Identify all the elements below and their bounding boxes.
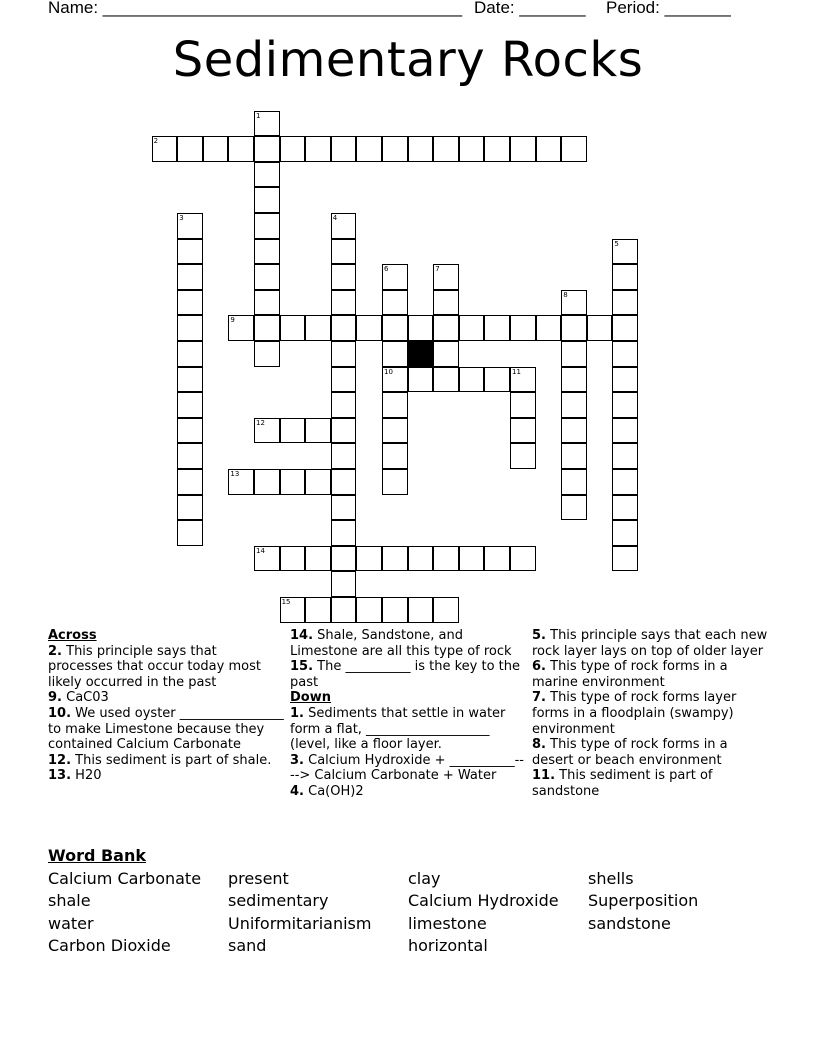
- crossword-cell[interactable]: [177, 239, 203, 265]
- clue-text: This principle says that each new rock layer lays on top of older layer: [532, 628, 768, 659]
- crossword-cell[interactable]: [331, 597, 357, 623]
- cell-number: 4: [332, 214, 338, 222]
- cell-number: 10: [384, 367, 393, 376]
- clue-text: The __________ is the key to the past: [290, 659, 521, 690]
- crossword-cell[interactable]: [331, 443, 357, 469]
- crossword-cell[interactable]: [612, 239, 638, 265]
- crossword-cell[interactable]: [254, 418, 280, 444]
- clue-text: This sediment is part of sandstone: [532, 768, 713, 799]
- crossword-cell[interactable]: [305, 469, 331, 495]
- crossword-cell[interactable]: [433, 341, 459, 367]
- crossword-cell[interactable]: [433, 367, 459, 393]
- crossword-cell[interactable]: [382, 597, 408, 623]
- crossword-cell[interactable]: [356, 597, 382, 623]
- crossword-cell[interactable]: [382, 367, 408, 393]
- word-bank-item: limestone: [408, 914, 487, 933]
- clue-across-12: [48, 753, 284, 769]
- word-bank-item: water: [48, 914, 94, 933]
- crossword-cell[interactable]: [254, 187, 280, 213]
- crossword-cell[interactable]: [280, 597, 306, 623]
- clue-number: 5.: [532, 628, 546, 643]
- clue-across-10: [48, 706, 284, 753]
- word-bank-item: horizontal: [408, 936, 488, 955]
- crossword-cell[interactable]: [612, 546, 638, 572]
- crossword-cell[interactable]: [331, 239, 357, 265]
- clue-number: 9.: [48, 690, 62, 706]
- crossword-cell[interactable]: [561, 495, 587, 521]
- clue-down-11: [532, 768, 768, 799]
- crossword-cell[interactable]: [433, 136, 459, 162]
- crossword-cell[interactable]: [331, 418, 357, 444]
- crossword-cell[interactable]: [177, 392, 203, 418]
- crossword-cell[interactable]: [382, 290, 408, 316]
- crossword-cell[interactable]: [587, 315, 613, 341]
- crossword-cell[interactable]: [484, 367, 510, 393]
- crossword-cell[interactable]: [356, 546, 382, 572]
- crossword-cell[interactable]: [280, 136, 306, 162]
- date-field-label: Date: _______: [474, 0, 586, 17]
- crossword-cell[interactable]: [203, 136, 229, 162]
- clue-number: 7.: [532, 690, 546, 706]
- clue-text: H20: [75, 768, 102, 784]
- crossword-cell[interactable]: [331, 341, 357, 367]
- cell-number: 1: [256, 111, 261, 120]
- word-bank-item: sandstone: [588, 914, 671, 933]
- black-block: [408, 341, 434, 367]
- crossword-cell[interactable]: [305, 136, 331, 162]
- clue-text: This type of rock forms in a desert or beach environment: [532, 737, 728, 768]
- period-field-label: Period: _______: [606, 0, 731, 17]
- crossword-cell[interactable]: [561, 290, 587, 316]
- cell-number: 13: [230, 470, 240, 478]
- clue-down-6: [532, 659, 768, 690]
- crossword-cell[interactable]: [331, 469, 357, 495]
- crossword-cell[interactable]: [331, 264, 357, 290]
- word-bank-item: sand: [228, 936, 267, 955]
- crossword-cell[interactable]: [459, 136, 485, 162]
- crossword-cell[interactable]: [510, 546, 536, 572]
- crossword-cell[interactable]: [177, 520, 203, 546]
- crossword-cell[interactable]: [177, 315, 203, 341]
- crossword-cell[interactable]: [152, 136, 178, 162]
- crossword-cell[interactable]: [382, 443, 408, 469]
- crossword-cell[interactable]: [305, 315, 331, 341]
- crossword-cell[interactable]: [177, 495, 203, 521]
- word-bank-item: Superposition: [588, 891, 699, 910]
- clue-text: We used oyster ________________ to make Limestone because they contained Calcium Carbonate: [48, 705, 284, 753]
- cell-number: 6: [384, 265, 389, 274]
- clue-down-1: [290, 706, 526, 753]
- crossword-cell[interactable]: [382, 315, 408, 341]
- clue-text: CaC03: [66, 690, 109, 706]
- crossword-cell[interactable]: [561, 392, 587, 418]
- clue-down-7: [532, 690, 768, 737]
- crossword-cell[interactable]: [228, 315, 254, 341]
- crossword-cell[interactable]: [459, 546, 485, 572]
- name-field-label: Name: ______________________________________: [48, 0, 463, 17]
- crossword-cell[interactable]: [408, 367, 434, 393]
- crossword-cell[interactable]: [331, 392, 357, 418]
- cell-number: 15: [281, 598, 291, 606]
- clue-down-3: [290, 753, 526, 784]
- clue-number: 13.: [48, 768, 72, 784]
- crossword-cell[interactable]: [510, 392, 536, 418]
- crossword-cell[interactable]: [356, 136, 382, 162]
- crossword-cell[interactable]: [510, 136, 536, 162]
- crossword-cell[interactable]: [408, 315, 434, 341]
- crossword-cell[interactable]: [177, 418, 203, 444]
- crossword-cell[interactable]: [177, 469, 203, 495]
- crossword-cell[interactable]: [536, 136, 562, 162]
- crossword-cell[interactable]: [382, 546, 408, 572]
- clue-text: Ca(OH)2: [308, 783, 364, 799]
- crossword-cell[interactable]: [254, 162, 280, 188]
- clue-text: This principle says that processes that occur today most likely occurred in the past: [48, 643, 261, 690]
- crossword-cell[interactable]: [331, 520, 357, 546]
- crossword-cell[interactable]: [254, 111, 280, 137]
- crossword-cell[interactable]: [177, 136, 203, 162]
- crossword-cell[interactable]: [382, 392, 408, 418]
- cell-number: 5: [614, 239, 619, 248]
- cell-number: 2: [153, 137, 159, 146]
- crossword-cell[interactable]: [433, 264, 459, 290]
- crossword-cell[interactable]: [433, 315, 459, 341]
- crossword-cell[interactable]: [408, 136, 434, 162]
- cell-number: 14: [256, 546, 265, 555]
- word-bank-item: Uniformitarianism: [228, 914, 372, 933]
- crossword-cell[interactable]: [382, 469, 408, 495]
- crossword-cell[interactable]: [612, 367, 638, 393]
- across-heading: Across: [48, 628, 97, 643]
- crossword-cell[interactable]: [177, 341, 203, 367]
- clue-text: This type of rock forms layer forms in a floodplain (swampy) environment: [532, 690, 737, 737]
- cell-number: 12: [256, 418, 265, 427]
- clues-column-2: [290, 628, 526, 800]
- crossword-cell[interactable]: [510, 367, 536, 393]
- crossword-cell[interactable]: [484, 136, 510, 162]
- crossword-cell[interactable]: [408, 597, 434, 623]
- cell-number: 9: [230, 316, 235, 325]
- crossword-cell[interactable]: [561, 418, 587, 444]
- clue-number: 1.: [290, 705, 304, 721]
- crossword-cell[interactable]: [510, 443, 536, 469]
- crossword-cell[interactable]: [612, 392, 638, 418]
- crossword-cell[interactable]: [433, 546, 459, 572]
- word-bank-item: clay: [408, 869, 441, 888]
- crossword-cell[interactable]: [561, 443, 587, 469]
- crossword-cell[interactable]: [280, 469, 306, 495]
- crossword-cell[interactable]: [177, 213, 203, 239]
- word-bank-item: sedimentary: [228, 891, 329, 910]
- clue-text: Calcium Hydroxide + __________----> Calcium Carbonate + Water: [290, 752, 525, 784]
- crossword-cell[interactable]: [356, 315, 382, 341]
- crossword-cell[interactable]: [254, 315, 280, 341]
- crossword-cell[interactable]: [254, 264, 280, 290]
- crossword-cell[interactable]: [433, 597, 459, 623]
- clue-number: 11.: [532, 768, 556, 784]
- crossword-cell[interactable]: [254, 136, 280, 162]
- crossword-cell[interactable]: [612, 418, 638, 444]
- cell-number: 7: [435, 265, 440, 274]
- crossword-cell[interactable]: [484, 546, 510, 572]
- crossword-cell[interactable]: [536, 315, 562, 341]
- down-clues-column-3: [532, 628, 768, 800]
- crossword-cell[interactable]: [331, 495, 357, 521]
- clue-across-9: [48, 690, 284, 706]
- word-bank-item: Carbon Dioxide: [48, 936, 171, 955]
- clue-down-4: [290, 784, 526, 800]
- crossword-cell[interactable]: [254, 213, 280, 239]
- cell-number: 8: [563, 290, 568, 299]
- clue-number: 8.: [532, 737, 546, 753]
- clue-text: Shale, Sandstone, and Limestone are all this type of rock: [290, 628, 512, 659]
- crossword-cell[interactable]: [280, 546, 306, 572]
- crossword-cell[interactable]: [331, 213, 357, 239]
- word-bank-item: shells: [588, 869, 634, 888]
- crossword-cell[interactable]: [331, 315, 357, 341]
- crossword-cell[interactable]: [331, 546, 357, 572]
- clue-text: Sediments that settle in water form a flat, ___________________ (level, like a floor layer.: [290, 705, 506, 753]
- crossword-cell[interactable]: [254, 469, 280, 495]
- crossword-cell[interactable]: [254, 239, 280, 265]
- crossword-cell[interactable]: [305, 546, 331, 572]
- clue-text: This sediment is part of shale.: [75, 752, 272, 768]
- clue-number: 10.: [48, 705, 72, 721]
- clue-across-13: [48, 768, 284, 784]
- crossword-cell[interactable]: [459, 315, 485, 341]
- crossword-cell[interactable]: [254, 341, 280, 367]
- crossword-cell[interactable]: [612, 443, 638, 469]
- crossword-cell[interactable]: [459, 367, 485, 393]
- clue-number: 4.: [290, 783, 304, 799]
- crossword-cell[interactable]: [177, 367, 203, 393]
- crossword-cell[interactable]: [382, 264, 408, 290]
- crossword-cell[interactable]: [177, 290, 203, 316]
- clue-number: 12.: [48, 752, 72, 768]
- crossword-cell[interactable]: [612, 290, 638, 316]
- crossword-cell[interactable]: [382, 341, 408, 367]
- word-bank-item: Calcium Hydroxide: [408, 891, 559, 910]
- clue-number: 15.: [290, 659, 314, 675]
- crossword-cell[interactable]: [561, 341, 587, 367]
- crossword-cell[interactable]: [510, 315, 536, 341]
- crossword-cell[interactable]: [331, 571, 357, 597]
- clue-down-5: [532, 628, 768, 659]
- crossword-cell[interactable]: [433, 290, 459, 316]
- crossword-cell[interactable]: [305, 597, 331, 623]
- word-bank-title: Word Bank: [48, 846, 147, 865]
- word-bank-item: present: [228, 869, 289, 888]
- word-bank-item: Calcium Carbonate: [48, 869, 202, 888]
- crossword-cell[interactable]: [510, 418, 536, 444]
- crossword-cell[interactable]: [612, 469, 638, 495]
- crossword-cell[interactable]: [382, 418, 408, 444]
- clue-text: This type of rock forms in a marine environment: [532, 659, 728, 690]
- crossword-cell[interactable]: [280, 315, 306, 341]
- crossword-cell[interactable]: [331, 367, 357, 393]
- crossword-cell[interactable]: [280, 418, 306, 444]
- crossword-cell[interactable]: [254, 546, 280, 572]
- crossword-cell[interactable]: [561, 469, 587, 495]
- word-bank-item: shale: [48, 891, 91, 910]
- crossword-cell[interactable]: [612, 341, 638, 367]
- clue-number: 14.: [290, 628, 314, 643]
- crossword-cell[interactable]: [254, 290, 280, 316]
- clue-across-2: [48, 644, 284, 691]
- clue-number: 3.: [290, 752, 304, 768]
- cell-number: 3: [179, 214, 184, 222]
- crossword-cell[interactable]: [177, 443, 203, 469]
- crossword-cell[interactable]: [561, 367, 587, 393]
- clue-down-8: [532, 737, 768, 768]
- crossword-cell[interactable]: [612, 520, 638, 546]
- clue-number: 6.: [532, 659, 546, 675]
- crossword-cell[interactable]: [561, 315, 587, 341]
- crossword-cell[interactable]: [612, 495, 638, 521]
- crossword-cell[interactable]: [331, 290, 357, 316]
- crossword-cell[interactable]: [228, 136, 254, 162]
- crossword-cell[interactable]: [612, 264, 638, 290]
- crossword-cell[interactable]: [305, 418, 331, 444]
- cell-number: 11: [512, 367, 521, 376]
- crossword-cell[interactable]: [612, 315, 638, 341]
- crossword-cell[interactable]: [331, 136, 357, 162]
- crossword-cell[interactable]: [408, 546, 434, 572]
- page-title: Sedimentary Rocks: [172, 32, 644, 88]
- across-clues-column-1: [48, 628, 284, 784]
- crossword-cell[interactable]: [561, 136, 587, 162]
- crossword-cell[interactable]: [228, 469, 254, 495]
- crossword-cell[interactable]: [382, 136, 408, 162]
- clue-across-15: [290, 659, 526, 690]
- crossword-cell[interactable]: [177, 264, 203, 290]
- clue-number: 2.: [48, 643, 62, 659]
- clue-across-14: [290, 628, 526, 659]
- crossword-cell[interactable]: [484, 315, 510, 341]
- down-heading: Down: [290, 690, 331, 706]
